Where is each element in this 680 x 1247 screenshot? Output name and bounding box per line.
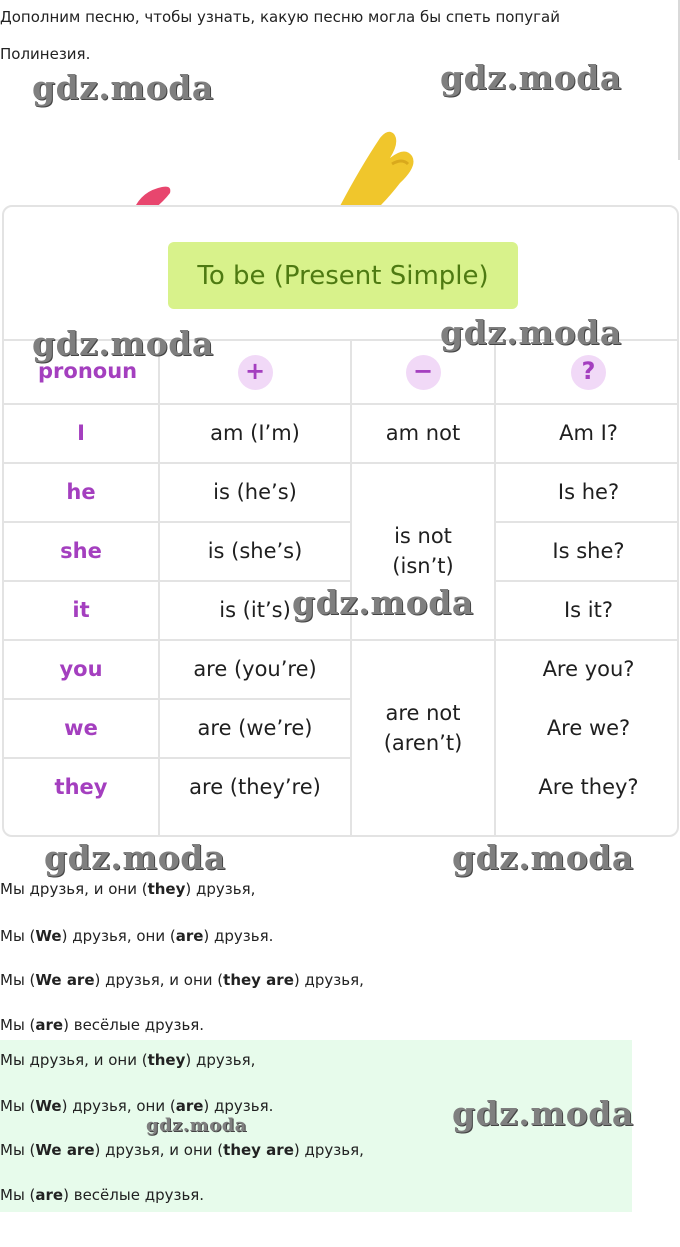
question-cell: Is he? [557, 479, 620, 504]
pronoun-cell: we [64, 715, 98, 740]
pronoun-cell: I [77, 420, 85, 445]
watermark: gdz.moda [146, 1115, 247, 1136]
negative-cell-am: am not [385, 420, 461, 445]
negative-is-line2: (isn’t) [392, 553, 454, 578]
question-cell: Are they? [538, 774, 639, 799]
question-cell: Is it? [563, 597, 614, 622]
pronoun-cell: he [66, 479, 96, 504]
affirmative-cell: is (he’s) [213, 479, 297, 504]
watermark: gdz.moda [32, 68, 214, 107]
song-line-1: Мы друзья, и они (they) друзья, [0, 880, 256, 898]
song-line-2: Мы (We) друзья, они (are) друзья. [0, 927, 274, 945]
affirmative-cell: are (you’re) [193, 656, 317, 681]
song-line-3: Мы (We are) друзья, и они (they are) друзья, [0, 971, 364, 989]
to-be-table [2, 205, 679, 837]
watermark: gdz.moda [440, 58, 622, 97]
parrot-illustration [330, 128, 430, 208]
intro-line-1: Дополним песню, чтобы узнать, какую песню могла бы спеть попугай [0, 8, 560, 26]
pronoun-cell: you [59, 656, 103, 681]
plus-icon: + [238, 355, 273, 390]
negative-are-line1: are not [385, 701, 461, 726]
pronoun-cell: she [60, 538, 102, 563]
negative-is-line1: is not [394, 524, 452, 549]
affirmative-cell: are (we’re) [197, 715, 313, 740]
header-pronoun-label: pronoun [38, 359, 138, 384]
question-icon: ? [571, 355, 606, 390]
pronoun-cell: they [54, 774, 108, 799]
watermark: gdz.moda [44, 838, 226, 877]
minus-icon: − [406, 355, 441, 390]
question-cell: Are you? [542, 656, 635, 681]
answer-line-4: Мы (are) весёлые друзья. [0, 1186, 205, 1204]
question-cell: Am I? [559, 420, 618, 445]
pronoun-cell: it [72, 597, 90, 622]
table-title: To be (Present Simple) [168, 242, 518, 309]
answer-line-1: Мы друзья, и они (they) друзья, [0, 1051, 256, 1069]
negative-are-line2: (aren’t) [383, 730, 463, 755]
watermark: gdz.moda [292, 583, 474, 622]
answer-line-3: Мы (We are) друзья, и они (they are) друзья, [0, 1141, 364, 1159]
intro-line-2: Полинезия. [0, 45, 91, 63]
affirmative-cell: am (I’m) [210, 420, 300, 445]
question-cell: Are we? [546, 715, 631, 740]
answer-line-2: Мы (We) друзья, они (are) друзья. [0, 1097, 274, 1115]
watermark: gdz.moda [452, 1094, 634, 1133]
negative-cell-are [352, 641, 494, 816]
affirmative-cell: are (they’re) [189, 774, 321, 799]
watermark: gdz.moda [440, 313, 622, 352]
question-cell: Is she? [552, 538, 625, 563]
affirmative-cell: is (she’s) [207, 538, 303, 563]
watermark: gdz.moda [32, 324, 214, 363]
watermark: gdz.moda [452, 838, 634, 877]
song-line-4: Мы (are) весёлые друзья. [0, 1016, 205, 1034]
affirmative-cell: is (it’s) [219, 597, 291, 622]
